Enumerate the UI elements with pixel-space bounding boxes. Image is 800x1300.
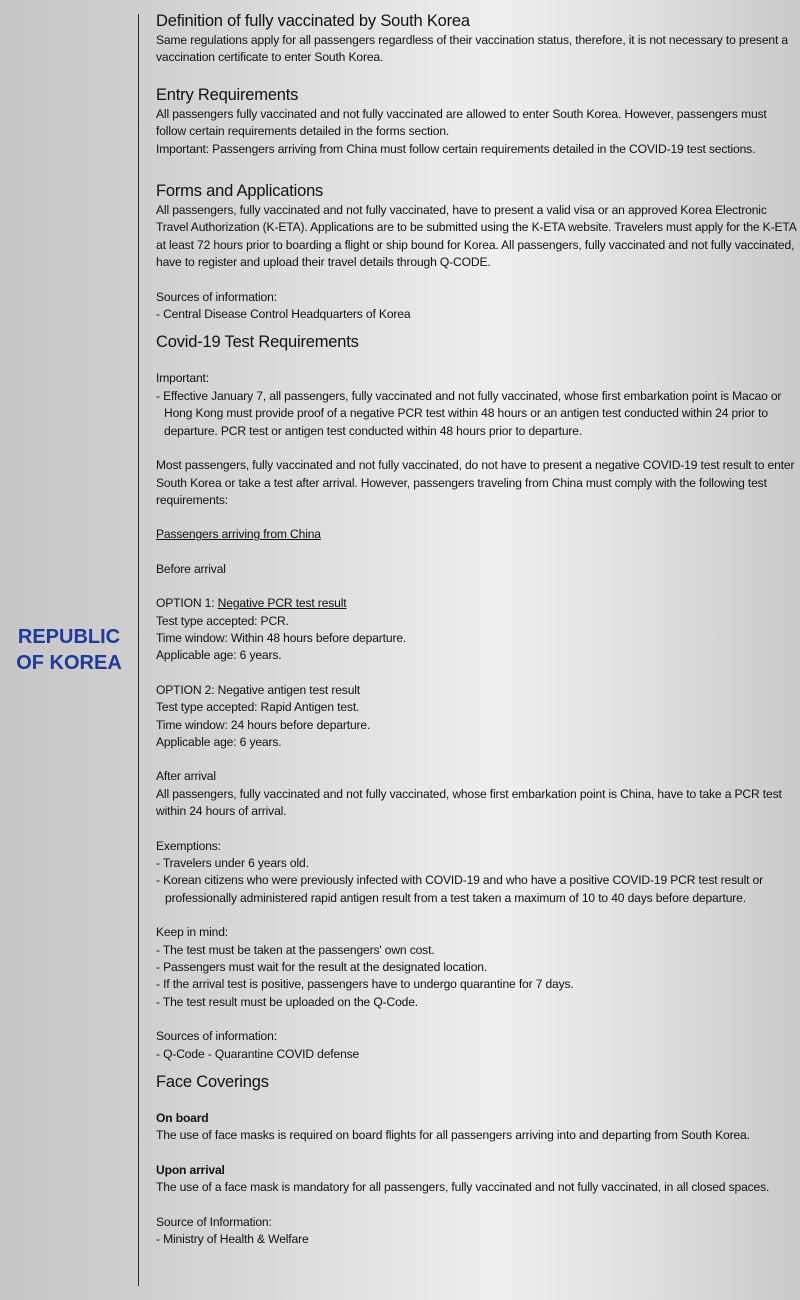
- option2-type: Test type accepted: Rapid Antigen test.: [156, 700, 360, 715]
- keep-in-mind-item: - If the arrival test is positive, passengers have to undergo quarantine for 7 days.: [156, 977, 574, 992]
- forms-sources-label: Sources of information:: [156, 289, 277, 304]
- option1-name: Negative PCR test result: [217, 596, 347, 611]
- option1-prefix: OPTION 1:: [156, 596, 218, 611]
- covid-source: - Q-Code - Quarantine COVID defense: [156, 1046, 360, 1061]
- option1-age: Applicable age: 6 years.: [156, 648, 282, 663]
- after-arrival-body: All passengers, fully vaccinated and not fully vaccinated, whose first embarkation point is China, have to take a PCR test within 24 hours of arrival.: [156, 786, 782, 819]
- entry-section: [156, 84, 798, 158]
- forms-source: - Central Disease Control Headquarters of Korea: [156, 307, 411, 322]
- entry-title: Entry Requirements: [156, 85, 299, 104]
- covid-important-item: - Effective January 7, all passengers, fully vaccinated and not fully vaccinated, whose first embarkation point is Macao or Hong Kong must provide proof of a negative PCR test within 48 hours or an antigen test conducted within 24 prior to departure. PCR test or antigen test conducted within 48 hours prior to departure.: [156, 388, 782, 438]
- option1-window: Time window: Within 48 hours before departure.: [156, 630, 407, 645]
- after-arrival: After arrival: [156, 769, 216, 784]
- vertical-divider: [138, 14, 139, 1286]
- forms-title: Forms and Applications: [156, 182, 324, 201]
- keep-in-mind-item: - The test result must be uploaded on the Q-Code.: [156, 994, 419, 1009]
- entry-body: All passengers fully vaccinated and not fully vaccinated are allowed to enter South Korea. However, passengers must follow certain requirements detailed in the forms section.: [156, 106, 767, 139]
- definition-title: Definition of fully vaccinated by South Korea: [156, 12, 470, 30]
- forms-section: [156, 180, 798, 323]
- covid-most: Most passengers, fully vaccinated and not fully vaccinated, do not have to present a negative COVID-19 test result to enter South Korea or take a test after arrival. However, passengers traveling from China must comply with the following test requirements:: [156, 458, 795, 507]
- covid-title: Covid-19 Test Requirements: [156, 333, 359, 352]
- china-heading: Passengers arriving from China: [156, 527, 321, 542]
- covid-sources-label: Sources of information:: [156, 1029, 277, 1044]
- definition-body: Same regulations apply for all passengers regardless of their vaccination status, therefore, it is not necessary to present a vaccination certificate to enter South Korea.: [156, 33, 788, 65]
- face-source-label: Source of Information:: [156, 1214, 272, 1229]
- exemptions-label: Exemptions:: [156, 838, 221, 853]
- country-name: [0, 624, 138, 676]
- keep-in-mind-item: - The test must be taken at the passengers' own cost.: [156, 942, 435, 957]
- arrival-body: The use of a face mask is mandatory for all passengers, fully vaccinated and not fully vaccinated, in all closed spaces.: [156, 1180, 770, 1195]
- content-column: [156, 10, 798, 1249]
- option2-title: OPTION 2: Negative antigen test result: [156, 682, 361, 697]
- country-name-line1: REPUBLIC: [17, 626, 121, 648]
- onboard-body: The use of face masks is required on board flights for all passengers arriving into and departing from South Korea.: [156, 1128, 750, 1143]
- onboard-label: On board: [156, 1111, 209, 1126]
- face-title: Face Coverings: [156, 1073, 269, 1092]
- face-coverings-section: [156, 1071, 798, 1248]
- covid-important-label: Important:: [156, 371, 209, 386]
- country-name-line2: OF KOREA: [16, 652, 122, 674]
- exemption-item: - Travelers under 6 years old.: [156, 856, 309, 870]
- before-arrival: Before arrival: [156, 561, 226, 576]
- exemption-item: - Korean citizens who were previously infected with COVID-19 and who have a positive COVID-19 PCR test result or professionally administered rapid antigen result from a test taken a maximum of 10 to 40 days before departure.: [156, 873, 763, 905]
- option2-age: Applicable age: 6 years.: [156, 734, 282, 749]
- option1-type: Test type accepted: PCR.: [156, 613, 289, 628]
- face-source: - Ministry of Health & Welfare: [156, 1232, 309, 1247]
- entry-important: Important: Passengers arriving from China must follow certain requirements detailed in the COVID-19 test sections.: [156, 141, 756, 156]
- arrival-label: Upon arrival: [156, 1162, 225, 1177]
- keep-in-mind-label: Keep in mind:: [156, 925, 229, 940]
- definition-section: [156, 10, 798, 67]
- option2-window: Time window: 24 hours before departure.: [156, 717, 371, 732]
- keep-in-mind-item: - Passengers must wait for the result at the designated location.: [156, 960, 488, 975]
- covid-section: [156, 331, 798, 1063]
- forms-body: All passengers, fully vaccinated and not fully vaccinated, have to present a valid visa or an approved Korea Electronic Travel Authorization (K-ETA). Applications are to be submitted using the K-ETA website. Travelers must apply for the K-ETA at least 72 hours prior to boarding a flight or ship bound for Korea. All passengers, fully vaccinated and not fully vaccinated, have to register and upload their travel details through Q-CODE.: [156, 203, 796, 270]
- option1-title: [156, 595, 798, 612]
